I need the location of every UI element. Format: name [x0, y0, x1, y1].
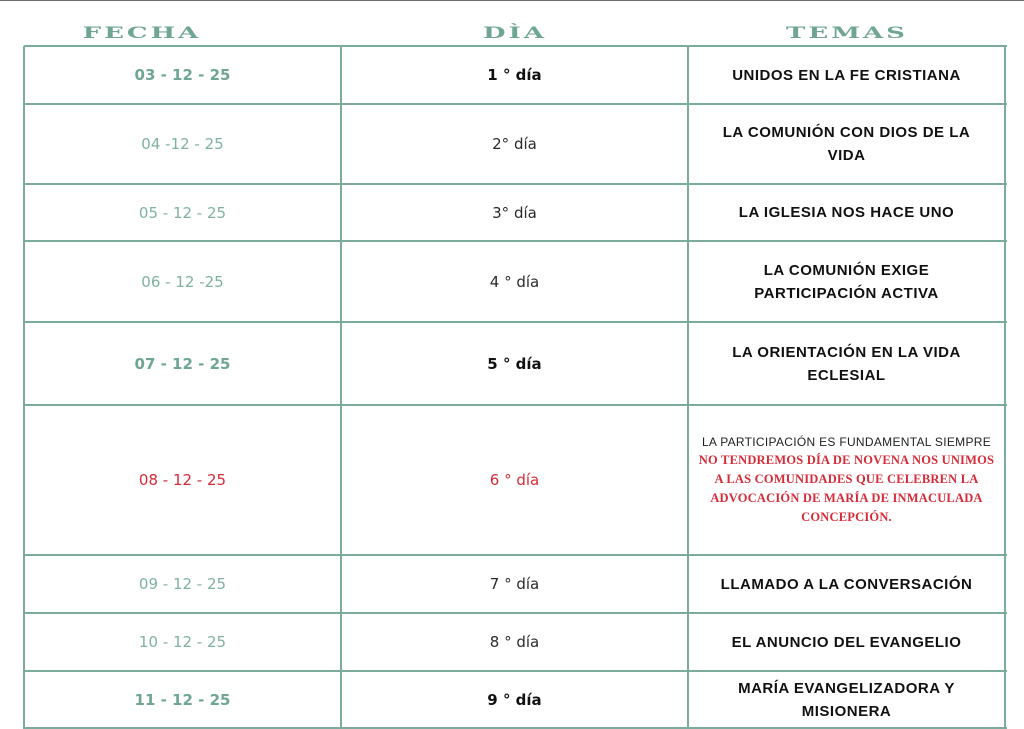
- fecha-cell: 05 - 12 - 25: [138, 203, 227, 222]
- dia-cell: 5 ° día: [487, 354, 542, 373]
- tema-cell: LLAMADO A LA CONVERSACIÓN: [720, 575, 973, 593]
- tema-cell: LA IGLESIA NOS HACE UNO: [738, 204, 955, 221]
- dia-cell: 8 ° día: [489, 633, 540, 651]
- row-divider: [24, 404, 1007, 406]
- dia-cell: 3° día: [492, 203, 537, 222]
- fecha-cell: 10 - 12 - 25: [138, 633, 227, 651]
- tema-note: NO TENDREMOS DÍA DE NOVENA NOS UNIMOS A LAS COMUNIDADES QUE CELEBREN LA ADVOCACIÓN DE MARÍA DE INMACULADA CONCEPCIÓN.: [698, 453, 995, 524]
- dia-cell: 2° día: [492, 135, 537, 153]
- fecha-cell: 09 - 12 - 25: [138, 575, 227, 593]
- column-divider: [687, 46, 689, 729]
- fecha-cell: 08 - 12 - 25: [138, 471, 227, 489]
- column-divider: [23, 46, 25, 729]
- header-dia: DÌA: [483, 23, 547, 43]
- column-divider: [1004, 46, 1006, 729]
- dia-cell: 4 ° día: [489, 272, 540, 291]
- header-temas: TEMAS: [786, 23, 908, 43]
- dia-cell: 1 ° día: [487, 66, 542, 84]
- fecha-cell: 03 - 12 - 25: [134, 66, 231, 84]
- fecha-cell: 04 -12 - 25: [141, 135, 224, 153]
- tema-cell: EL ANUNCIO DEL EVANGELIO: [731, 633, 962, 651]
- column-divider: [340, 46, 342, 729]
- row-divider: [24, 183, 1007, 185]
- tema-text: LA PARTICIPACIÓN ES FUNDAMENTAL SIEMPRE: [701, 435, 992, 449]
- row-divider: [24, 554, 1007, 556]
- dia-cell: 6 ° día: [489, 471, 540, 489]
- fecha-cell: 06 - 12 -25: [141, 272, 224, 291]
- row-divider: [24, 45, 1007, 47]
- tema-cell: [688, 405, 1005, 555]
- fecha-cell: 11 - 12 - 25: [134, 691, 231, 709]
- tema-cell: UNIDOS EN LA FE CRISTIANA: [732, 66, 961, 84]
- row-divider: [24, 612, 1007, 614]
- dia-cell: 9 ° día: [487, 691, 542, 709]
- row-divider: [24, 321, 1007, 323]
- row-divider: [24, 670, 1007, 672]
- tema-cell: LA COMUNIÓN EXIGE PARTICIPACIÓN ACTIVA: [754, 261, 939, 302]
- header-fecha: FECHA: [82, 23, 202, 43]
- tema-cell: MARÍA EVANGELIZADORA Y MISIONERA: [738, 680, 955, 720]
- row-divider: [24, 103, 1007, 105]
- tema-cell: LA COMUNIÓN CON DIOS DE LA VIDA: [722, 124, 971, 164]
- fecha-cell: 07 - 12 - 25: [134, 354, 231, 373]
- row-divider: [24, 240, 1007, 242]
- dia-cell: 7 ° día: [489, 575, 540, 593]
- tema-cell: LA ORIENTACIÓN EN LA VIDA ECLESIAL: [732, 343, 961, 384]
